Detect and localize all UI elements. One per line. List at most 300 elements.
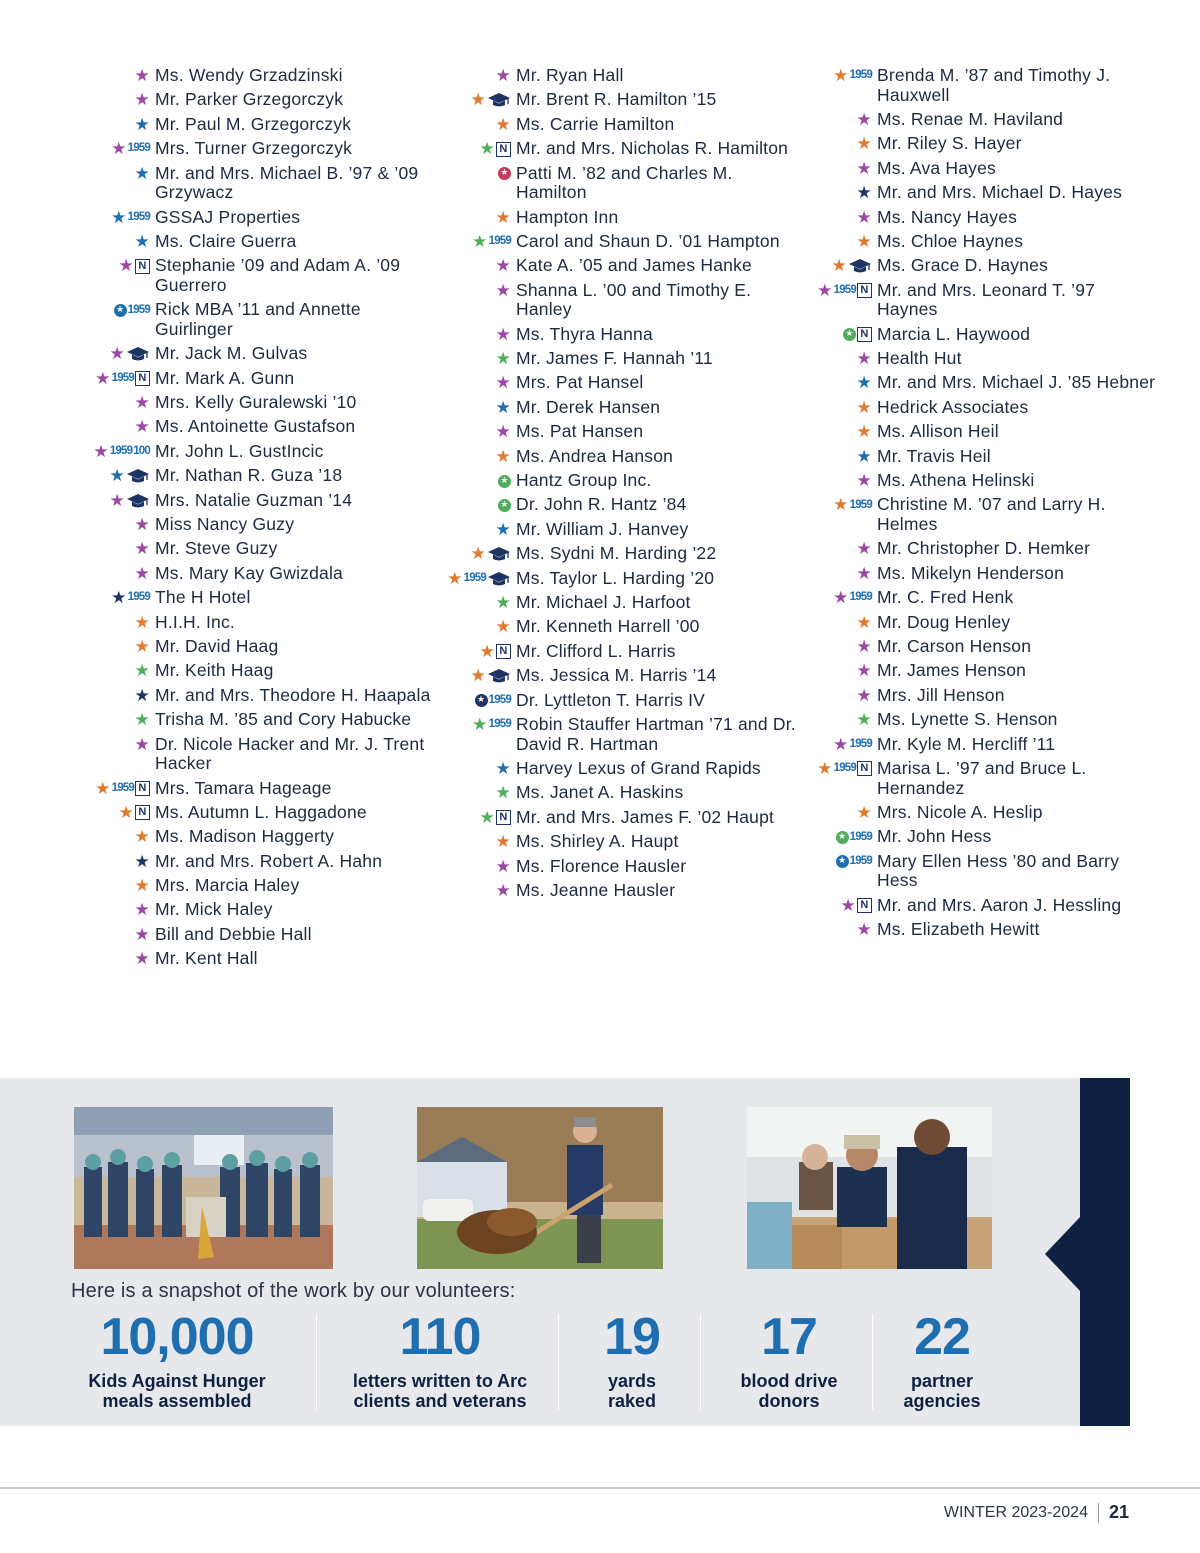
donor-name: Mr. James Henson (877, 660, 1027, 681)
star-icon: ★ (134, 563, 150, 584)
donor-entry (831, 255, 1157, 277)
star-icon: ★ (134, 876, 150, 897)
donor-name: Mr. Mark A. Gunn (155, 367, 295, 388)
star-icon: ★ (134, 612, 150, 633)
star-icon: ★ (134, 661, 150, 682)
recognition-markers (496, 832, 511, 852)
donor-name: Mr. Jack M. Gulvas (155, 343, 308, 364)
donor-entry (495, 879, 796, 901)
donor-entry (856, 611, 1157, 633)
star-icon: ★ (134, 417, 150, 438)
donor-entry (472, 230, 796, 252)
star-icon: ★ (856, 373, 872, 394)
recognition-markers (135, 115, 150, 135)
donor-name: Mr. James F. Hannah ’11 (516, 348, 713, 369)
donor-name: Mr. Brent R. Hamilton ’15 (516, 89, 717, 110)
donor-entry (134, 850, 435, 872)
recognition-markers (472, 232, 511, 252)
donor-name: Hampton Inn (516, 206, 619, 227)
recognition-markers (119, 256, 150, 276)
donor-entry (495, 396, 796, 418)
recognition-markers (833, 495, 872, 515)
donor-entry (134, 684, 435, 706)
star-icon: ★ (856, 539, 872, 560)
star-icon: ★ (856, 636, 872, 657)
donor-entry (134, 660, 435, 682)
stat-divider (316, 1314, 317, 1410)
donor-name: Mr. Parker Grzegorczyk (155, 89, 344, 110)
donor-name: Mr. and Mrs. Robert A. Hahn (155, 850, 383, 871)
donor-name: Mr. John L. GustIncic (155, 440, 324, 461)
star-icon: ★ (470, 544, 486, 565)
donor-name: Ms. Claire Guerra (155, 230, 297, 251)
star-icon: ★ (495, 783, 511, 804)
donor-name: Mr. Clifford L. Harris (516, 640, 676, 661)
star-icon: ★ (856, 134, 872, 155)
donor-entry (845, 323, 1157, 345)
donor-entry (856, 801, 1157, 823)
donor-name: Carol and Shaun D. ’01 Hampton (516, 230, 780, 251)
recognition-markers (496, 759, 511, 779)
stat-label-line2: meals assembled (102, 1391, 252, 1411)
donor-entry (109, 489, 435, 511)
stat-number: 110 (399, 1308, 481, 1366)
recognition-markers (836, 852, 872, 872)
recognition-markers (135, 539, 150, 559)
donor-entry (495, 855, 796, 877)
recognition-markers (111, 139, 150, 159)
donor-entry (118, 801, 435, 823)
circle-star-icon: ★ (498, 499, 511, 512)
recognition-markers (498, 164, 511, 184)
n-logo-icon: N (857, 283, 872, 298)
recognition-markers (135, 876, 150, 896)
donor-name: Mr. Michael J. Harfoot (516, 592, 691, 612)
star-icon: ★ (856, 471, 872, 492)
donor-name: Mr. Derek Hansen (516, 396, 661, 417)
donor-name: Mr. Travis Heil (877, 445, 991, 466)
donor-entry (95, 777, 435, 799)
stat-partner-agencies (882, 1310, 1002, 1411)
donor-entry (495, 518, 796, 540)
recognition-markers (111, 588, 150, 608)
donor-entry (500, 494, 796, 515)
donor-entry (134, 875, 435, 897)
recognition-markers (857, 183, 872, 203)
star-icon: ★ (817, 758, 833, 779)
star-icon: ★ (472, 231, 488, 252)
society-1959-icon: 1959 (833, 283, 856, 296)
donor-entry (856, 206, 1157, 228)
star-icon: ★ (134, 734, 150, 755)
donor-name: Mr. and Mrs. Leonard T. ’97 Haynes (877, 279, 1096, 320)
stat-divider (872, 1314, 873, 1410)
star-icon: ★ (856, 397, 872, 418)
donor-entry (495, 323, 796, 345)
donor-entry (134, 514, 435, 536)
circle-star-icon: ★ (498, 475, 511, 488)
donor-name: Brenda M. ’87 and Timothy J. Hauxwell (877, 65, 1111, 105)
donor-entry (109, 465, 435, 487)
star-icon: ★ (479, 139, 495, 160)
star-icon: ★ (856, 207, 872, 228)
donor-name: Marcia L. Haywood (877, 323, 1031, 344)
donor-name: Ms. Ava Hayes (877, 157, 996, 178)
recognition-markers (857, 422, 872, 442)
donor-name: Bill and Debbie Hall (155, 923, 312, 944)
star-icon: ★ (495, 66, 511, 86)
recognition-markers (135, 827, 150, 847)
donor-entry (134, 416, 435, 438)
star-icon: ★ (134, 924, 150, 945)
donor-name: Ms. Allison Heil (877, 421, 999, 442)
donor-name: Ms. Jessica M. Harris ’14 (516, 665, 717, 686)
donor-entry (856, 348, 1157, 370)
donor-name: Mr. Doug Henley (877, 611, 1011, 632)
star-icon: ★ (134, 163, 150, 184)
star-icon: ★ (856, 710, 872, 731)
donor-entry (856, 684, 1157, 706)
recognition-markers (496, 281, 511, 301)
society-1959-icon: 1959 (109, 445, 133, 458)
star-icon: ★ (134, 827, 150, 848)
donor-entry (856, 421, 1157, 443)
stat-label-line1: Kids Against Hunger (88, 1371, 266, 1391)
society-1959-icon: 1959 (849, 69, 872, 82)
star-icon: ★ (109, 466, 125, 487)
donor-name: Mr. Kent Hall (155, 948, 258, 969)
society-1959-icon: 1959 (849, 737, 872, 750)
donor-entry (134, 65, 435, 86)
donor-entry (833, 587, 1157, 609)
star-icon: ★ (495, 324, 511, 345)
star-icon: ★ (134, 515, 150, 536)
circle-star-icon: ★ (498, 167, 511, 180)
donor-entry (856, 538, 1157, 560)
stat-number: 10,000 (100, 1308, 254, 1366)
graduation-cap-icon (487, 92, 511, 108)
recognition-markers (857, 447, 872, 467)
recognition-markers (135, 949, 150, 969)
star-icon: ★ (495, 280, 511, 301)
n-logo-icon: N (135, 805, 150, 820)
recognition-markers (135, 661, 150, 681)
star-icon: ★ (856, 685, 872, 706)
footer-rule (0, 1487, 1200, 1489)
star-icon: ★ (856, 158, 872, 179)
donor-name: Patti M. ’82 and Charles M. Hamilton (516, 162, 733, 203)
navy-accent-arrow (1045, 1216, 1081, 1292)
donor-entry (111, 206, 435, 228)
society-1959-icon: 1959 (127, 210, 150, 223)
star-icon: ★ (831, 256, 847, 277)
star-icon: ★ (840, 895, 856, 916)
society-1959-icon: 1959 (488, 718, 511, 731)
graduation-cap-icon (126, 346, 150, 362)
star-icon: ★ (134, 231, 150, 252)
star-icon: ★ (495, 593, 511, 613)
donor-name: Shanna L. ’00 and Timothy E. Hanley (516, 279, 752, 320)
star-icon: ★ (495, 397, 511, 418)
donor-name: Ms. Chloe Haynes (877, 230, 1024, 251)
recognition-markers (857, 398, 872, 418)
donor-entry (856, 372, 1157, 394)
recognition-markers (111, 208, 150, 228)
recognition-markers (480, 808, 511, 828)
star-icon: ★ (495, 617, 511, 638)
recognition-markers (135, 164, 150, 184)
donor-entry (856, 635, 1157, 657)
society-1959-icon: 1959 (488, 235, 511, 248)
n-logo-icon: N (857, 761, 872, 776)
star-icon: ★ (95, 368, 111, 389)
donor-name: Health Hut (877, 348, 962, 369)
donor-name: Mary Ellen Hess ’80 and Barry Hess (877, 850, 1120, 891)
donor-name: Ms. Wendy Grzadzinski (155, 65, 343, 85)
recognition-markers (110, 344, 150, 364)
graduation-cap-icon (487, 668, 511, 684)
star-icon: ★ (856, 446, 872, 467)
recognition-markers (135, 613, 150, 633)
recognition-markers (496, 66, 511, 86)
star-icon: ★ (495, 446, 511, 467)
recognition-markers (496, 349, 511, 369)
donor-name: Mrs. Marcia Haley (155, 875, 300, 896)
donor-entry (495, 592, 796, 613)
stat-label-line1: blood drive (740, 1371, 838, 1391)
star-icon: ★ (495, 422, 511, 443)
donor-entry (856, 157, 1157, 179)
snapshot-intro: Here is a snapshot of the work by our volunteers: (71, 1280, 516, 1302)
stat-label-line1: yards (607, 1371, 657, 1391)
donor-entry (476, 689, 796, 711)
donor-entry (134, 899, 435, 921)
stat-letters (330, 1310, 550, 1411)
donor-name: Mrs. Pat Hansel (516, 372, 644, 393)
star-icon: ★ (833, 495, 849, 516)
donor-entry (495, 65, 796, 86)
donor-name: Dr. Nicole Hacker and Mr. J. Trent Hacker (155, 733, 425, 774)
recognition-markers (817, 759, 872, 779)
stat-label-line2: clients and veterans (353, 1391, 527, 1411)
star-icon: ★ (134, 90, 150, 111)
donor-name: Ms. Athena Helinski (877, 470, 1035, 491)
donor-name: Mr. Paul M. Grzegorczyk (155, 113, 352, 134)
donor-entry (833, 733, 1157, 755)
star-icon: ★ (817, 280, 833, 301)
star-icon: ★ (472, 714, 488, 735)
recognition-markers (110, 491, 150, 511)
society-1959-icon: 1959 (127, 591, 150, 604)
star-icon: ★ (495, 880, 511, 901)
donor-name: Hedrick Associates (877, 396, 1029, 417)
donor-name: Ms. Lynette S. Henson (877, 709, 1058, 730)
donor-entry (856, 133, 1157, 155)
recognition-markers (95, 779, 150, 799)
donor-entry (495, 113, 796, 135)
graduation-cap-icon (487, 546, 511, 562)
graduation-cap-icon (126, 468, 150, 484)
recognition-markers (857, 539, 872, 559)
donor-entry (479, 806, 796, 828)
donor-name: Mr. William J. Hanvey (516, 518, 689, 539)
donor-entry (837, 826, 1157, 847)
donor-name: Ms. Nancy Hayes (877, 206, 1018, 227)
recognition-markers (472, 715, 511, 735)
recognition-markers (498, 495, 511, 515)
society-1959-icon: 1959 (849, 591, 872, 604)
donor-name: Ms. Thyra Hanna (516, 323, 653, 344)
star-icon: ★ (447, 568, 463, 589)
donor-name: Mrs. Jill Henson (877, 684, 1005, 705)
page-number: 21 (1108, 1502, 1129, 1522)
star-icon: ★ (479, 807, 495, 828)
star-icon: ★ (118, 256, 134, 277)
donor-entry (134, 733, 435, 774)
donor-entry (856, 108, 1157, 130)
donor-entry (134, 113, 435, 135)
recognition-markers (857, 159, 872, 179)
donor-name: Miss Nancy Guzy (155, 514, 295, 535)
recognition-markers (135, 852, 150, 872)
donor-name: Ms. Elizabeth Hewitt (877, 919, 1040, 940)
star-icon: ★ (495, 373, 511, 394)
donor-name: Mr. and Mrs. James F. ’02 Haupt (516, 806, 775, 827)
donor-column-1 (93, 65, 435, 974)
society-1959-icon: 1959 (111, 781, 134, 794)
donor-name: Harvey Lexus of Grand Rapids (516, 757, 761, 778)
donor-name: H.I.H. Inc. (155, 611, 235, 632)
donor-name: Ms. Carrie Hamilton (516, 113, 675, 134)
donor-entry (95, 367, 435, 389)
recognition-markers (110, 466, 150, 486)
n-logo-icon: N (135, 781, 150, 796)
stat-number: 17 (761, 1308, 817, 1366)
recognition-markers (857, 920, 872, 940)
donor-name: Ms. Grace D. Haynes (877, 255, 1049, 276)
recognition-markers (857, 686, 872, 706)
donor-name: Mr. and Mrs. Michael D. Hayes (877, 182, 1123, 203)
recognition-markers (496, 115, 511, 135)
donor-name: Ms. Mikelyn Henderson (877, 562, 1065, 583)
donor-entry (500, 162, 796, 203)
navy-accent-bar (1080, 1078, 1130, 1426)
donor-name: Rick MBA ’11 and Annette Guirlinger (155, 299, 361, 339)
recognition-markers (471, 666, 511, 686)
donor-name: Mr. Steve Guzy (155, 538, 278, 559)
recognition-markers (857, 373, 872, 393)
recognition-markers (496, 881, 511, 901)
recognition-markers (496, 373, 511, 393)
donor-name: Mrs. Tamara Hageage (155, 777, 332, 798)
volunteer-stats (60, 1310, 1020, 1414)
recognition-markers (836, 827, 872, 847)
donor-name: Trisha M. ’85 and Cory Habucke (155, 709, 412, 730)
recognition-markers (135, 637, 150, 657)
recognition-markers (496, 857, 511, 877)
star-icon: ★ (111, 588, 127, 609)
star-icon: ★ (495, 207, 511, 228)
star-icon: ★ (833, 588, 849, 609)
donor-name: Ms. Shirley A. Haupt (516, 831, 679, 852)
donor-entry (470, 665, 796, 687)
donor-name: Christine M. ’07 and Larry H. Helmes (877, 494, 1106, 535)
donor-entry (134, 89, 435, 111)
photo-kids-against-hunger (74, 1107, 333, 1269)
recognition-markers (496, 593, 511, 613)
star-icon: ★ (134, 66, 150, 86)
donor-entry (134, 230, 435, 252)
society-1959-icon: 1959 (833, 762, 856, 775)
donor-entry (856, 660, 1157, 682)
star-icon: ★ (134, 393, 150, 414)
star-icon: ★ (134, 900, 150, 921)
donor-entry (134, 162, 435, 203)
donor-name: GSSAJ Properties (155, 206, 301, 227)
stat-divider (700, 1314, 701, 1410)
star-icon: ★ (495, 349, 511, 370)
donor-name: Mrs. Kelly Guralewski ’10 (155, 392, 357, 413)
stat-label-line2: donors (758, 1391, 820, 1411)
donor-entry (134, 562, 435, 584)
donor-entry (470, 543, 796, 565)
donor-name: Mr. David Haag (155, 635, 279, 656)
donor-entry (495, 421, 796, 443)
stat-divider (558, 1314, 559, 1410)
donor-name: Mr. Carson Henson (877, 635, 1032, 656)
donor-column-3 (817, 65, 1157, 944)
star-icon: ★ (109, 344, 125, 365)
recognition-markers (498, 471, 511, 491)
recognition-markers (135, 735, 150, 755)
recognition-markers (480, 139, 511, 159)
star-icon: ★ (109, 490, 125, 511)
donor-name: Robin Stauffer Hartman ’71 and Dr. David R. Hartman (516, 713, 796, 754)
recognition-markers (496, 520, 511, 540)
stat-yards (572, 1310, 692, 1411)
donor-name: The H Hotel (155, 587, 251, 608)
recognition-markers (496, 422, 511, 442)
donor-entry (817, 279, 1157, 320)
recognition-markers (471, 544, 511, 564)
donor-name: Ms. Florence Hausler (516, 855, 687, 876)
star-icon: ★ (856, 183, 872, 204)
donor-name: Mr. Riley S. Hayer (877, 133, 1022, 154)
stat-label-line1: letters written to Arc (352, 1371, 528, 1391)
star-icon: ★ (833, 734, 849, 755)
donor-entry (134, 611, 435, 633)
recognition-markers (857, 613, 872, 633)
star-icon: ★ (833, 66, 849, 86)
stat-blood-drive (714, 1310, 864, 1411)
recognition-markers (135, 925, 150, 945)
donor-name: Ms. Madison Haggerty (155, 826, 335, 847)
n-logo-icon: N (857, 327, 872, 342)
donor-entry (111, 138, 435, 160)
society-1959-icon: 1959 (849, 854, 872, 867)
star-icon: ★ (856, 109, 872, 130)
donor-entry (472, 713, 796, 754)
n-logo-icon: N (857, 898, 872, 913)
recognition-markers (857, 564, 872, 584)
donor-name: Mr. Mick Haley (155, 899, 273, 920)
star-icon: ★ (495, 832, 511, 853)
donor-entry (500, 470, 796, 491)
donor-name: Mr. Ryan Hall (516, 65, 624, 85)
donor-name: Ms. Taylor L. Harding ’20 (516, 567, 715, 588)
star-icon: ★ (856, 563, 872, 584)
recognition-markers (496, 783, 511, 803)
